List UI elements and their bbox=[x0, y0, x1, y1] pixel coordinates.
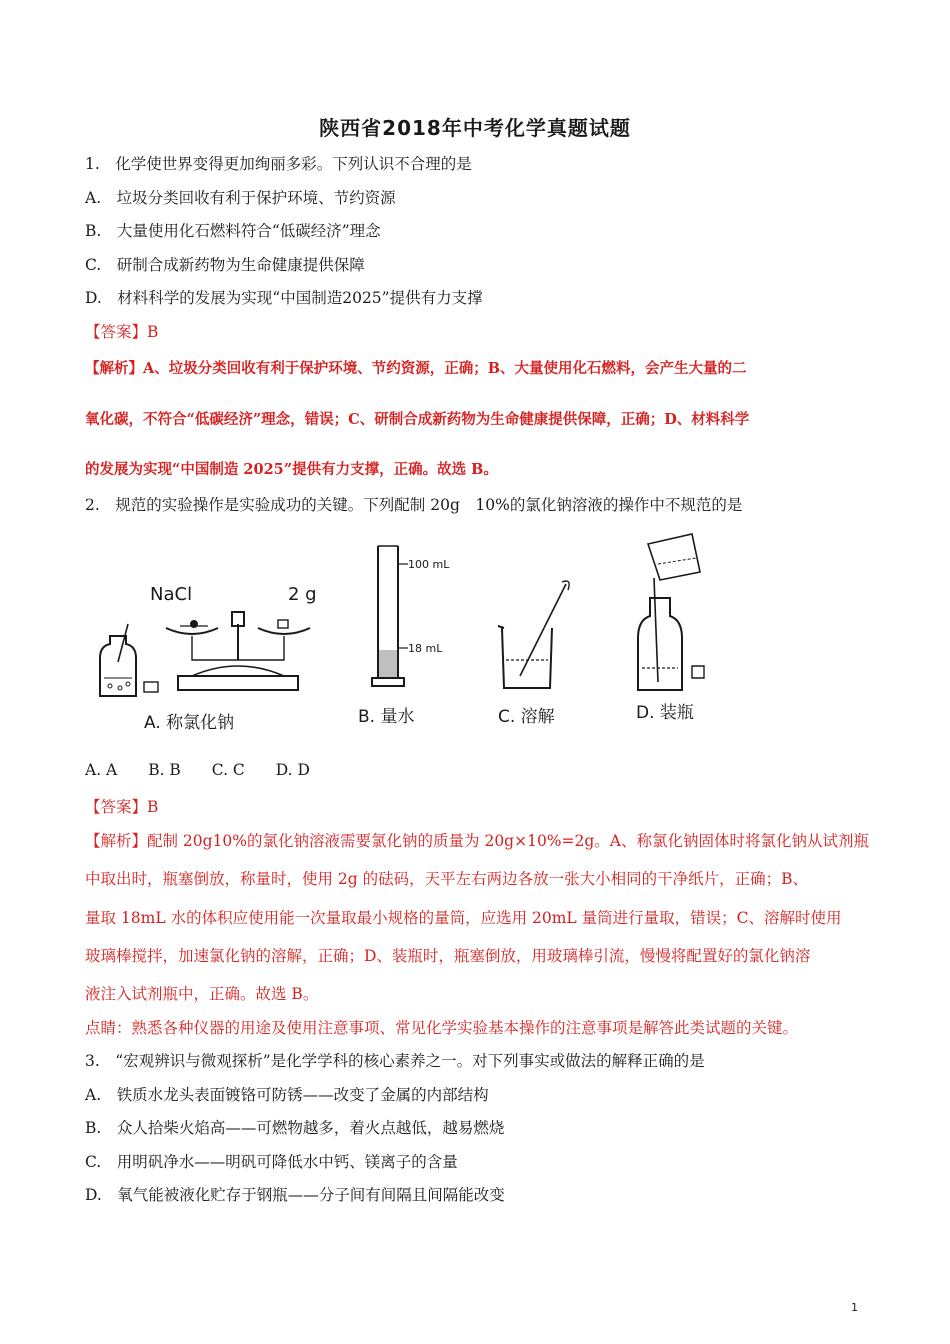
q1-answer: 【答案】B bbox=[85, 323, 159, 341]
q2-choice-a: A. A bbox=[85, 761, 118, 779]
lab-operation-figure bbox=[92, 528, 732, 738]
q2-analysis-line-5: 液注入试剂瓶中，正确。故选 B。 bbox=[85, 985, 319, 1003]
pouring-bottle-icon bbox=[638, 534, 704, 690]
beaker-icon bbox=[498, 581, 569, 688]
balance-icon bbox=[166, 612, 310, 690]
q1-option-c: C. 研制合成新药物为生命健康提供保障 bbox=[85, 256, 365, 274]
q2-answer: 【答案】B bbox=[85, 798, 159, 816]
q2-choice-c: C. C bbox=[211, 761, 245, 779]
q3-option-c: C. 用明矾净水——明矾可降低水中钙、镁离子的含量 bbox=[85, 1153, 458, 1171]
q2-choice-d: D. D bbox=[275, 761, 310, 779]
cylinder-volume-mark: 18 mL bbox=[408, 642, 443, 655]
q2-choices bbox=[85, 761, 336, 779]
q1-option-d: D. 材料科学的发展为实现“中国制造2025”提供有力支撑 bbox=[85, 289, 483, 307]
graduated-cylinder-icon bbox=[372, 546, 408, 686]
q2-tip: 点睛：熟悉各种仪器的用途及使用注意事项、常见化学实验基本操作的注意事项是解答此类试题的关键。 bbox=[85, 1019, 799, 1037]
q2-analysis-line-4: 玻璃棒搅拌，加速氯化钠的溶解，正确；D、装瓶时，瓶塞倒放，用玻璃棒引流，慢慢将配置好的氯化钠溶 bbox=[85, 947, 811, 965]
page-number: 1 bbox=[851, 1301, 858, 1314]
page-title: 陕西省2018年中考化学真题试题 bbox=[319, 116, 631, 140]
cylinder-top-mark: 100 mL bbox=[408, 558, 450, 571]
q3-stem: 3. “宏观辨识与微观探析”是化学学科的核心素养之一。对下列事实或做法的解释正确的是 bbox=[85, 1052, 705, 1070]
nacl-label: NaCl bbox=[150, 584, 193, 605]
figure-label-c: C. 溶解 bbox=[498, 707, 555, 727]
q1-option-a: A. 垃圾分类回收有利于保护环境、节约资源 bbox=[85, 189, 396, 207]
q1-option-b: B. 大量使用化石燃料符合“低碳经济”理念 bbox=[85, 222, 381, 240]
q1-analysis-line-2: 氧化碳，不符合“低碳经济”理念，错误；C、研制合成新药物为生命健康提供保障，正确；D、材料科学 bbox=[85, 411, 750, 428]
q3-option-d: D. 氧气能被液化贮存于钢瓶——分子间有间隔且间隔能改变 bbox=[85, 1186, 505, 1204]
reagent-bottle-icon bbox=[100, 624, 158, 696]
figure-label-b: B. 量水 bbox=[358, 707, 415, 727]
q3-option-a: A. 铁质水龙头表面镀铬可防锈——改变了金属的内部结构 bbox=[85, 1086, 489, 1104]
q3-option-b: B. 众人拾柴火焰高——可燃物越多，着火点越低，越易燃烧 bbox=[85, 1119, 505, 1137]
q2-analysis-line-2: 中取出时，瓶塞倒放，称量时，使用 2g 的砝码，天平左右两边各放一张大小相同的干净纸片，正确；B、 bbox=[85, 870, 809, 888]
q1-analysis-line-1: 【解析】A、垃圾分类回收有利于保护环境、节约资源，正确；B、大量使用化石燃料，会产生大量的二 bbox=[85, 360, 747, 377]
q1-analysis-line-3: 的发展为实现“中国制造 2025”提供有力支撑，正确。故选 B。 bbox=[85, 461, 498, 478]
weight-label: 2 g bbox=[288, 584, 317, 605]
q2-choice-b: B. B bbox=[148, 761, 181, 779]
figure-label-a: A. 称氯化钠 bbox=[144, 713, 235, 733]
figure-label-d: D. 装瓶 bbox=[636, 703, 694, 723]
q1-stem: 1. 化学使世界变得更加绚丽多彩。下列认识不合理的是 bbox=[85, 155, 472, 173]
q2-stem: 2. 规范的实验操作是实验成功的关键。下列配制 20g 10%的氯化钠溶液的操作中不规范的是 bbox=[85, 496, 743, 514]
q2-analysis-line-1: 【解析】配制 20g10%的氯化钠溶液需要氯化钠的质量为 20g×10%=2g。A、称氯化钠固体时将氯化钠从试剂瓶 bbox=[85, 832, 870, 850]
q2-analysis-line-3: 量取 18mL 水的体积应使用能一次量取最小规格的量筒，应选用 20mL 量筒进行量取，错误；C、溶解时使用 bbox=[85, 909, 842, 927]
